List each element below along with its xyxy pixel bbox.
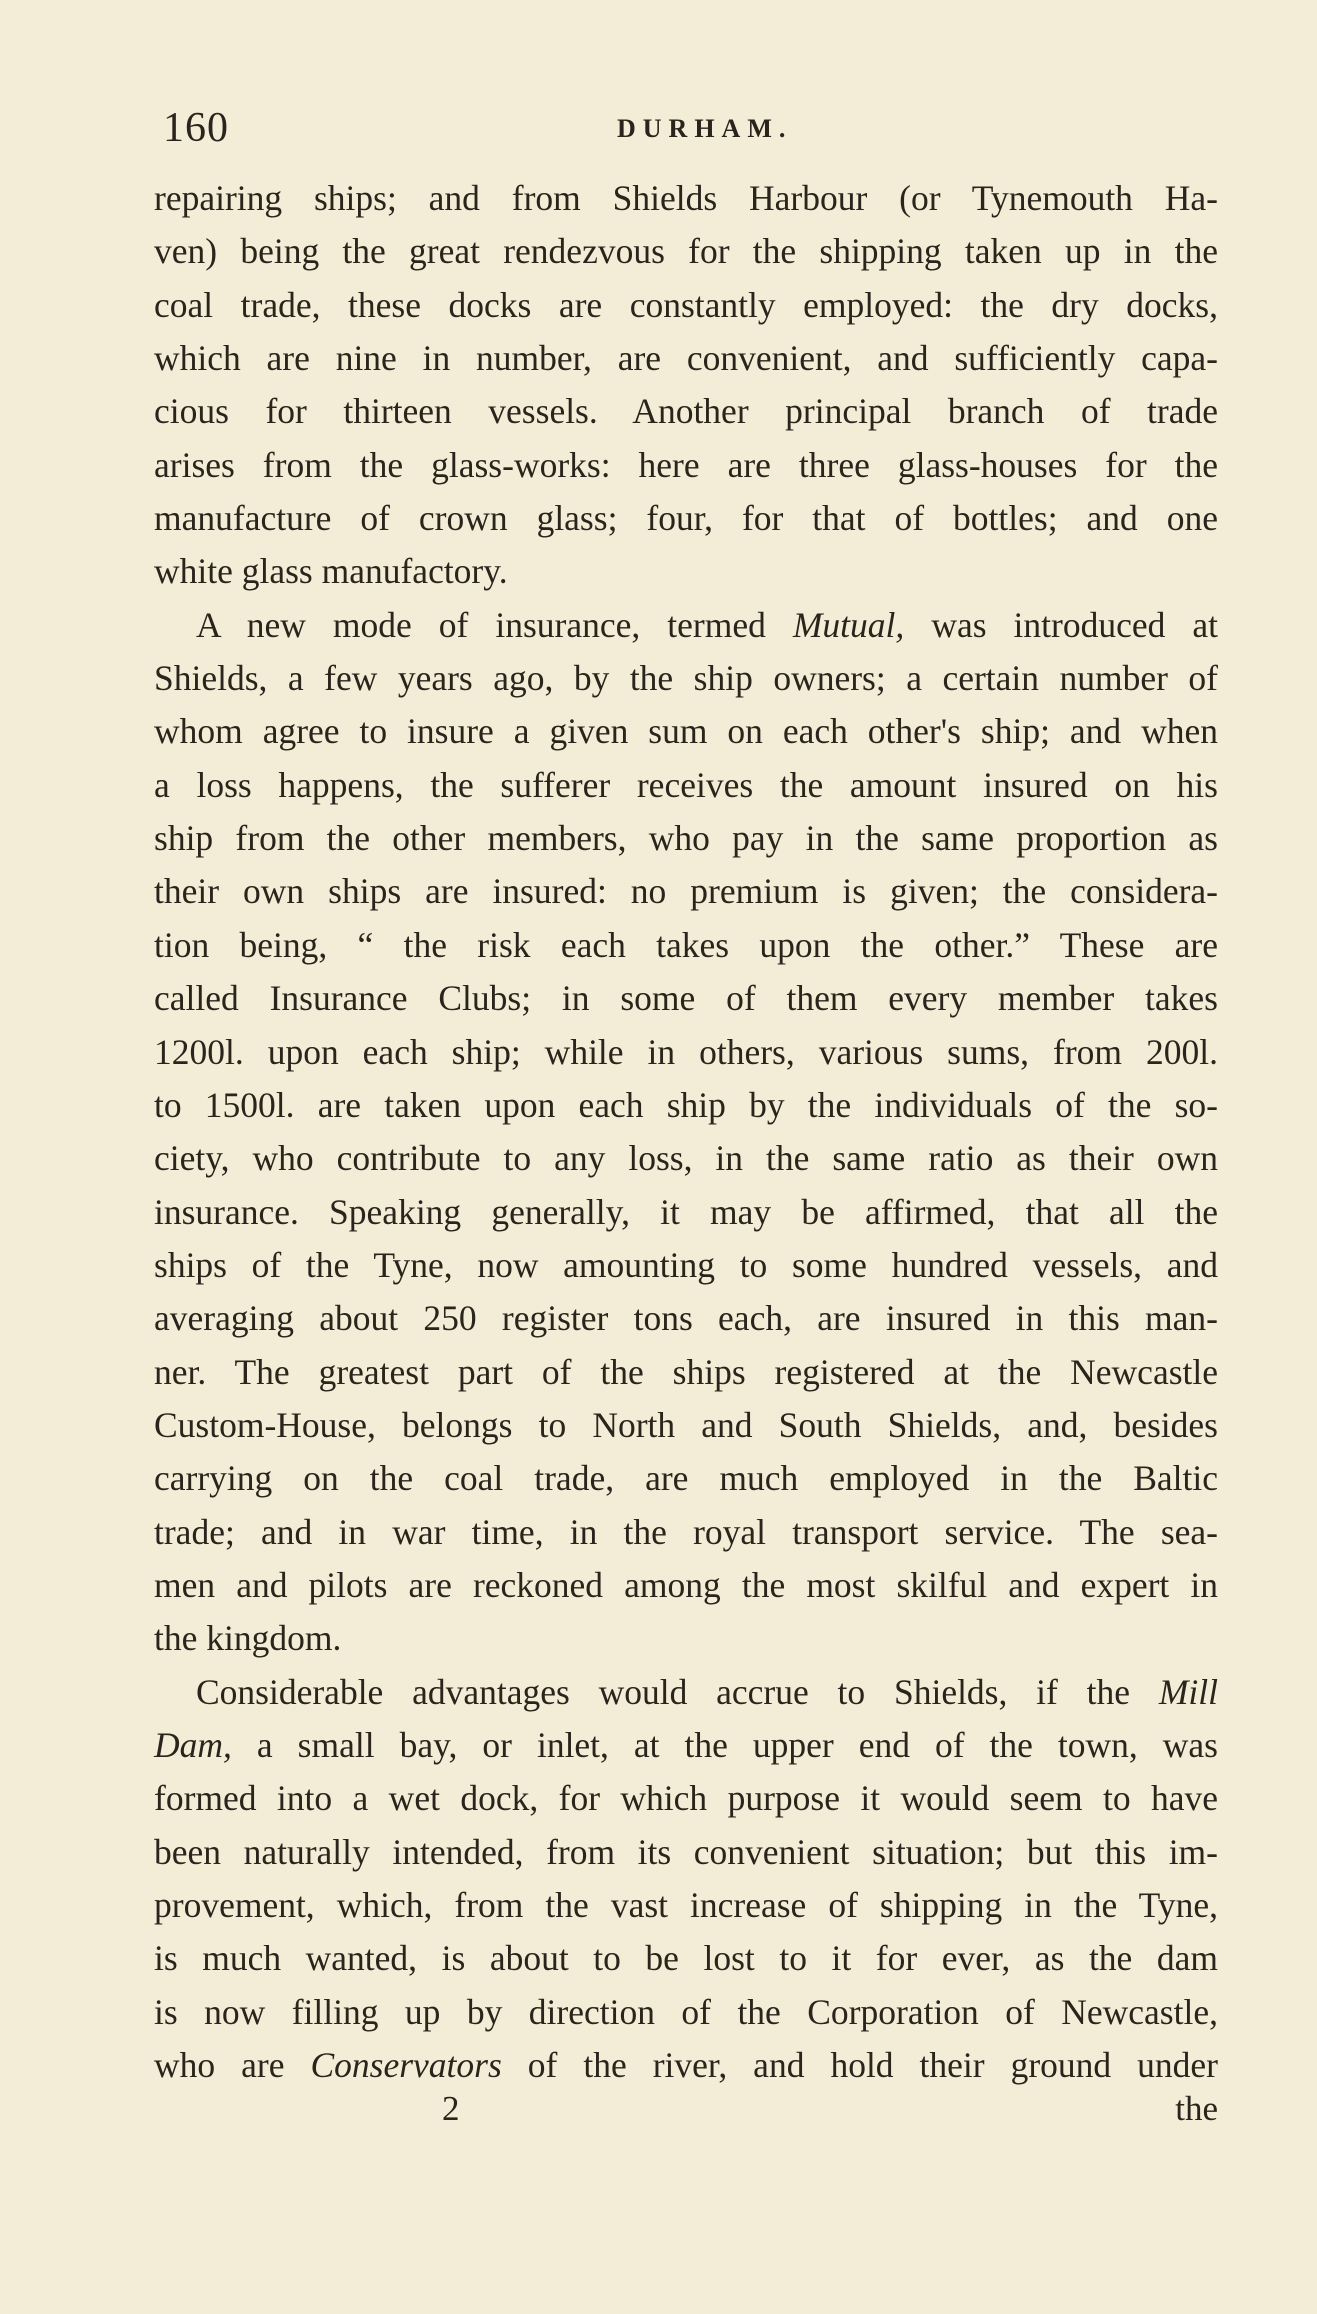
text-segment: trade; and in war time, in the royal transport service. The sea- [154, 1511, 1218, 1552]
text-line [154, 1292, 1218, 1345]
text-line [154, 1506, 1218, 1559]
text-line [154, 492, 1218, 545]
text-line [154, 332, 1218, 385]
text-segment: a small bay, or inlet, at the upper end of the town, was [231, 1724, 1218, 1765]
text-line [154, 225, 1218, 278]
body-text [154, 172, 1218, 2092]
text-segment: ciety, who contribute to any loss, in the same ratio as their own [154, 1138, 1218, 1179]
text-segment: been naturally intended, from its convenient situation; but this im- [154, 1831, 1218, 1872]
text-line [154, 705, 1218, 758]
text-segment: a loss happens, the sufferer receives the amount insured on his [154, 764, 1218, 805]
text-line [154, 1026, 1218, 1079]
text-segment: carrying on the coal trade, are much employed in the Baltic [154, 1458, 1218, 1499]
text-line [154, 1559, 1218, 1612]
text-segment: is much wanted, is about to be lost to it for ever, as the dam [154, 1938, 1218, 1979]
text-line [154, 919, 1218, 972]
page-footer [154, 2089, 1218, 2139]
text-segment: ner. The greatest part of the ships registered at the Newcastle [154, 1351, 1218, 1392]
text-line [154, 1186, 1218, 1239]
text-line [154, 172, 1218, 225]
text-segment: ship from the other members, who pay in the same proportion as [154, 818, 1218, 859]
text-segment: who are [154, 2045, 311, 2086]
text-segment: of the river, and hold their ground under [501, 2045, 1218, 2086]
text-segment: manufacture of crown glass; four, for that of bottles; and one [154, 498, 1218, 539]
text-segment: is now filling up by direction of the Corporation of Newcastle, [154, 1991, 1218, 2032]
text-segment: arises from the glass-works: here are three glass-houses for the [154, 444, 1218, 485]
text-line [154, 1666, 1218, 1719]
signature-mark: 2 [442, 2089, 460, 2128]
text-line [154, 1719, 1218, 1772]
italic-text-segment: Mutual, [792, 604, 905, 645]
text-segment: the kingdom. [154, 1618, 342, 1659]
page-header [163, 104, 1218, 154]
text-line [154, 279, 1218, 332]
text-line [154, 1612, 1218, 1665]
text-segment: formed into a wet dock, for which purpose it would seem to have [154, 1778, 1218, 1819]
text-line [154, 2039, 1218, 2092]
text-segment: to 1500l. are taken upon each ship by the individuals of the so- [154, 1084, 1218, 1125]
catchword: the [1175, 2089, 1218, 2128]
text-line [154, 1132, 1218, 1185]
text-segment: repairing ships; and from Shields Harbour (or Tynemouth Ha- [154, 178, 1218, 218]
text-segment: coal trade, these docks are constantly employed: the dry docks, [154, 284, 1218, 325]
text-line [154, 385, 1218, 438]
text-line [154, 1239, 1218, 1292]
text-segment: whom agree to insure a given sum on each other's ship; and when [154, 711, 1218, 752]
text-segment: called Insurance Clubs; in some of them every member takes [154, 978, 1218, 1019]
text-line [154, 1986, 1218, 2039]
text-segment: Shields, a few years ago, by the ship owners; a certain number of [154, 658, 1218, 699]
text-segment: A new mode of insurance, termed [196, 604, 793, 645]
text-segment: was introduced at [904, 604, 1218, 645]
text-line [154, 865, 1218, 918]
text-line [154, 1932, 1218, 1985]
italic-text-segment: Mill [1158, 1671, 1218, 1712]
text-segment: 1200l. upon each ship; while in others, various sums, from 200l. [154, 1031, 1218, 1072]
text-line [154, 1079, 1218, 1132]
page-number: 160 [163, 105, 229, 151]
text-segment: cious for thirteen vessels. Another principal branch of trade [154, 391, 1218, 432]
text-segment: provement, which, from the vast increase of shipping in the Tyne, [154, 1885, 1218, 1925]
text-segment: insurance. Speaking generally, it may be affirmed, that all the [154, 1191, 1218, 1232]
text-segment: Considerable advantages would accrue to Shields, if the [196, 1671, 1159, 1712]
text-line [154, 1879, 1218, 1932]
text-segment: tion being, “ the risk each takes upon the other.” These are [154, 924, 1218, 965]
text-segment: Custom-House, belongs to North and South Shields, and, besides [154, 1404, 1218, 1445]
text-segment: averaging about 250 register tons each, are insured in this man- [154, 1298, 1218, 1339]
text-line [154, 759, 1218, 812]
text-segment: white glass manufactory. [154, 551, 508, 592]
text-line [154, 1452, 1218, 1505]
text-line [154, 652, 1218, 705]
text-line [154, 545, 1218, 598]
running-head: DURHAM. [617, 114, 793, 143]
text-line [154, 972, 1218, 1025]
text-line [154, 812, 1218, 865]
text-segment: men and pilots are reckoned among the most skilful and expert in [154, 1564, 1218, 1605]
italic-text-segment: Dam, [154, 1724, 232, 1765]
text-line [154, 1826, 1218, 1879]
text-line [154, 599, 1218, 652]
italic-text-segment: Conservators [310, 2045, 502, 2086]
text-segment: their own ships are insured: no premium is given; the considera- [154, 871, 1218, 912]
text-line [154, 1346, 1218, 1399]
text-line [154, 1772, 1218, 1825]
text-segment: ships of the Tyne, now amounting to some hundred vessels, and [154, 1244, 1218, 1285]
text-segment: ven) being the great rendezvous for the shipping taken up in the [154, 231, 1218, 272]
text-line [154, 439, 1218, 492]
text-line [154, 1399, 1218, 1452]
text-segment: which are nine in number, are convenient, and sufficiently capa- [154, 338, 1218, 379]
